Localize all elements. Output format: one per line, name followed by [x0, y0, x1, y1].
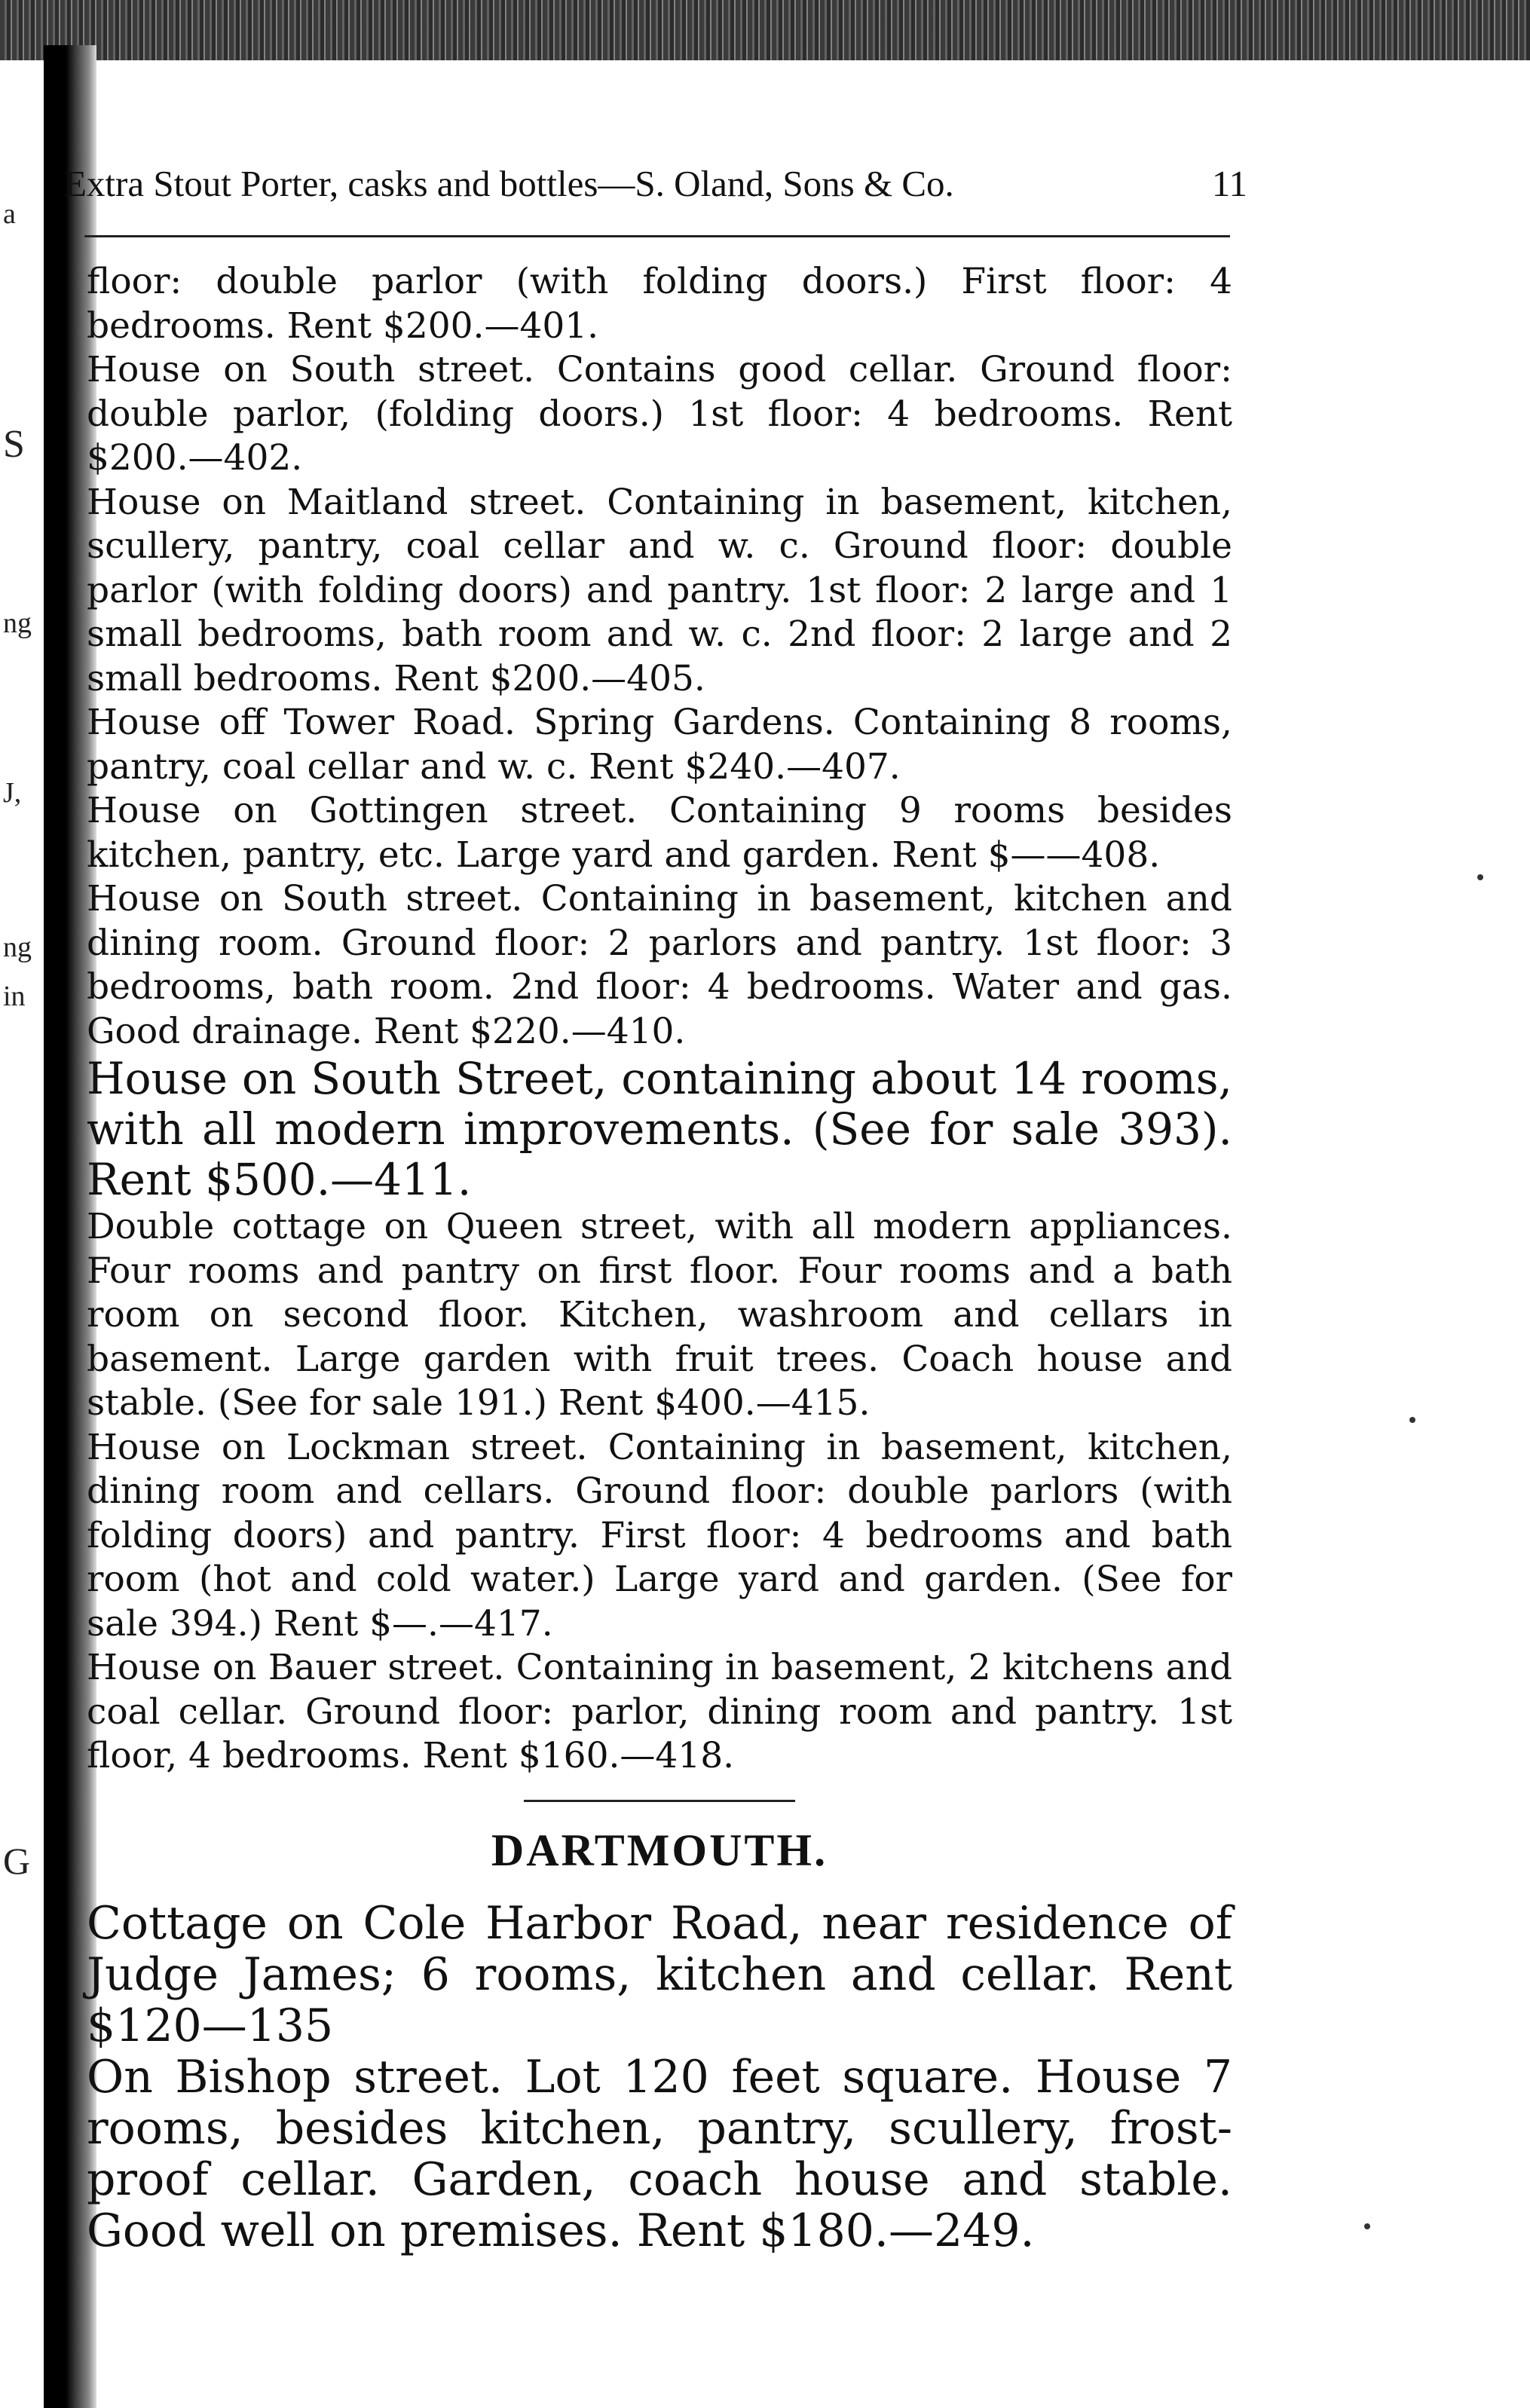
running-header [64, 162, 1247, 205]
section-heading-dartmouth: DARTMOUTH. [491, 1825, 828, 1875]
listing-entry: Double cottage on Queen street, with all modern appliances. Four rooms and pantry on first floor. Four rooms and a bath room on second floor. Kitchen, washroom and cellars in basement. Large garden with fruit trees. Coach house and stable. (See for sale 191.) Rent $400.—415. [87, 1206, 1232, 1424]
listing-entry: House on Gottingen street. Containing 9 rooms besides kitchen, pantry, etc. Large yard and garden. Rent $——408. [87, 790, 1232, 876]
listing-entry: House on South street. Contains good cellar. Ground floor: double parlor, (folding doors.) 1st floor: 4 bedrooms. Rent $200.—402. [87, 349, 1232, 479]
scan-top-edge [0, 0, 1530, 60]
gutter-fragment: ng [3, 607, 32, 639]
gutter-fragment: J, [3, 777, 22, 809]
dartmouth-listing-entry: On Bishop street. Lot 120 feet square. House 7 rooms, besides kitchen, pantry, scullery, frost-proof cellar. Garden, coach house and stable. Good well on premises. Rent $180.—249. [87, 2050, 1232, 2257]
section-rule [524, 1800, 795, 1802]
listing-entry-featured: House on South Street, containing about 14 rooms, with all modern improvements. (See for sale 393). Rent $500.—411. [87, 1053, 1232, 1205]
listings-column [87, 260, 1232, 2257]
header-rule [84, 235, 1230, 237]
listing-entry: House on South street. Containing in basement, kitchen and dining room. Ground floor: 2 parlors and pantry. 1st floor: 3 bedrooms, bath room. 2nd floor: 4 bedrooms. Water and gas. Good drainage. Rent $220.—410. [87, 878, 1232, 1052]
running-title: Extra Stout Porter, casks and bottles—S. Oland, Sons & Co. [64, 163, 954, 204]
print-speck [1364, 2223, 1370, 2229]
listing-entry: House on Maitland street. Containing in basement, kitchen, scullery, pantry, coal cellar and w. c. Ground floor: double parlor (with folding doors) and pantry. 1st floor: 2 large and 1 small bedrooms, bath room and w. c. 2nd floor: 2 large and 2 small bedrooms. Rent $200.—405. [87, 481, 1232, 699]
listing-entry: House on Bauer street. Containing in basement, 2 kitchens and coal cellar. Ground floor: parlor, dining room and pantry. 1st floor, 4 bedrooms. Rent $160.—418. [87, 1647, 1232, 1776]
listing-entry: floor: double parlor (with folding doors.) First floor: 4 bedrooms. Rent $200.—401. [87, 261, 1232, 347]
dartmouth-listing-entry: Cottage on Cole Harbor Road, near residence of Judge James; 6 rooms, kitchen and cellar. Rent $120—135 [87, 1896, 1232, 2052]
listing-entry: House off Tower Road. Spring Gardens. Containing 8 rooms, pantry, coal cellar and w. c. Rent $240.—407. [87, 702, 1232, 788]
page-number: 11 [1211, 163, 1247, 204]
gutter-fragment: G [3, 1840, 31, 1882]
gutter-fragment: in [3, 981, 26, 1012]
gutter-fragment: ng [3, 932, 32, 963]
gutter-fragment: a [3, 198, 16, 230]
gutter-fragment: S [3, 423, 25, 466]
listing-entry: House on Lockman street. Containing in basement, kitchen, dining room and cellars. Ground floor: double parlors (with folding doors) and pantry. First floor: 4 bedrooms and bath room (hot and cold water.) Large yard and garden. (See for sale 394.) Rent $—.—417. [87, 1426, 1232, 1645]
print-speck [1409, 1417, 1415, 1423]
print-speck [1477, 874, 1483, 880]
